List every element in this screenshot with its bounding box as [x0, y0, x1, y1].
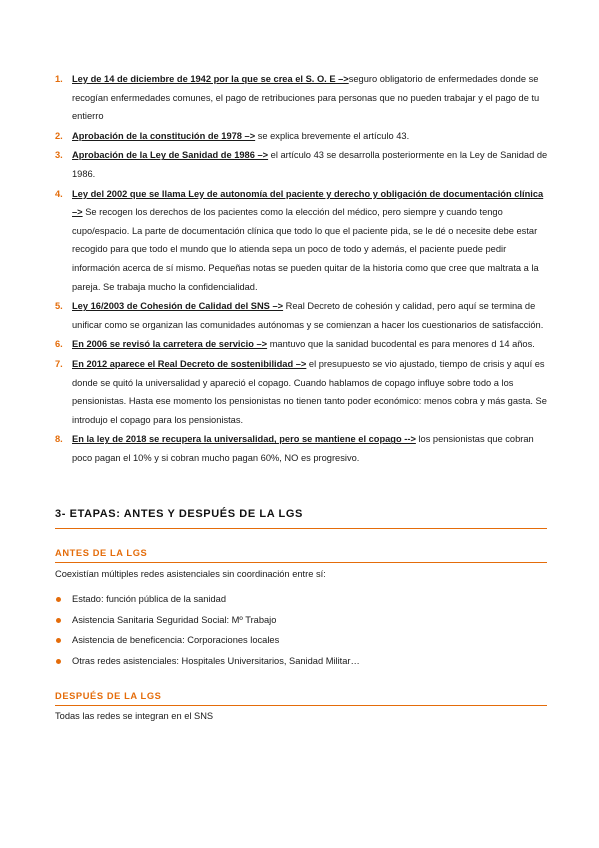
bullet-icon: [56, 618, 61, 623]
item-number: 4.: [55, 188, 63, 199]
item-lead: En la ley de 2018 se recupera la universalidad, pero se mantiene el copago -->: [72, 434, 416, 445]
item-text: mantuvo que la sanidad bucodental es para menores d 14 años.: [267, 339, 535, 350]
item-text: los pensionistas que cobran poco pagan el 10% y si cobran mucho pagan 60%, NO es progresivo.: [72, 434, 534, 463]
list-item: [55, 335, 550, 354]
list-item: [55, 430, 550, 467]
item-text: Real Decreto de cohesión y calidad, pero aquí se termina de unificar como se organizan las comunidades autónomas y se comienzan a hacer los cuestionarios de satisfacción.: [72, 301, 544, 330]
antes-intro: Coexistían múltiples redes asistenciales sin coordinación entre sí:: [55, 569, 326, 579]
item-number: 3.: [55, 150, 63, 161]
despues-heading: DESPUÉS DE LA LGS: [55, 691, 547, 706]
item-text: el artículo 43 se desarrolla posteriormente en la Ley de Sanidad de 1986.: [72, 150, 548, 179]
item-text: se explica brevemente el artículo 43.: [255, 130, 410, 141]
list-item-text: Estado: función pública de la sanidad: [72, 594, 227, 604]
list-item: [55, 185, 550, 297]
item-lead: Aprobación de la constitución de 1978 –>: [72, 130, 256, 141]
item-text: Se recogen los derechos de los pacientes como la elección del médico, pero siempre y cuando tengo cupo/espacio. La parte de documentación clínica que todo lo que el paciente pida, se le dé o necesite debe estar recogido para que todo el mundo que lo atienda sepa un poco de todo y además, el paciente puede pedir información acerca de sí mismo. Pequeñas notas se pueden quitar de la historia como que cree que maltrata a la pareja. Se trabaja mucho la confidencialidad.: [72, 207, 539, 292]
list-item: [55, 591, 547, 612]
list-item: [55, 632, 547, 653]
item-number: 8.: [55, 434, 63, 445]
item-number: 1.: [55, 74, 63, 84]
item-number: 6.: [55, 339, 63, 350]
list-item: [55, 612, 547, 633]
item-lead: Ley del 2002 que se llama Ley de autonomía del paciente y derecho y obligación de documentación clínica –>: [72, 188, 544, 218]
bullet-icon: [56, 638, 61, 643]
item-lead: Ley de 14 de diciembre de 1942 por la que se crea el S. O. E –>: [72, 74, 349, 84]
list-item: [55, 127, 550, 146]
list-item-text: Otras redes asistenciales: Hospitales Universitarios, Sanidad Militar…: [72, 655, 360, 666]
item-lead: En 2012 aparece el Real Decreto de sostenibilidad –>: [72, 358, 307, 369]
list-item-text: Asistencia de beneficencia: Corporaciones locales: [72, 635, 280, 645]
despues-text: Todas las redes se integran en el SNS: [55, 711, 214, 721]
list-item: [55, 297, 550, 334]
antes-list: [55, 591, 547, 673]
section-heading: 3- ETAPAS: ANTES Y DESPUÉS DE LA LGS: [55, 508, 547, 529]
list-item: [55, 70, 550, 126]
item-text: seguro obligatorio de enfermedades donde se recogían enfermedades comunes, el pago de retribuciones para personas que no pueden trabajar y el pago de tu entierro: [72, 74, 540, 122]
list-item: [55, 653, 547, 674]
item-text: el presupuesto se vio ajustado, tiempo de crisis y aquí es donde se quitó la universalidad y apareció el copago. Cuando hablamos de copago influye sobre todo a los pensionistas. Hasta ese momento los pensionistas no tienen tanto poder económico: menos cobra y más gasta. Se introdujo el copago para los pensionistas.: [72, 358, 547, 425]
item-lead: En 2006 se revisó la carretera de servicio –>: [72, 339, 268, 350]
list-item-text: Asistencia Sanitaria Seguridad Social: Mº Trabajo: [72, 614, 277, 625]
item-number: 2.: [55, 130, 63, 141]
item-number: 5.: [55, 301, 63, 312]
list-item: [55, 146, 550, 183]
list-item: [55, 355, 550, 429]
item-lead: Ley 16/2003 de Cohesión de Calidad del SNS –>: [72, 301, 284, 312]
bullet-icon: [56, 597, 61, 602]
bullet-icon: [56, 659, 61, 664]
item-number: 7.: [55, 358, 63, 369]
history-list: [55, 70, 550, 468]
item-lead: Aprobación de la Ley de Sanidad de 1986 –>: [72, 150, 269, 161]
antes-heading: ANTES DE LA LGS: [55, 548, 547, 563]
